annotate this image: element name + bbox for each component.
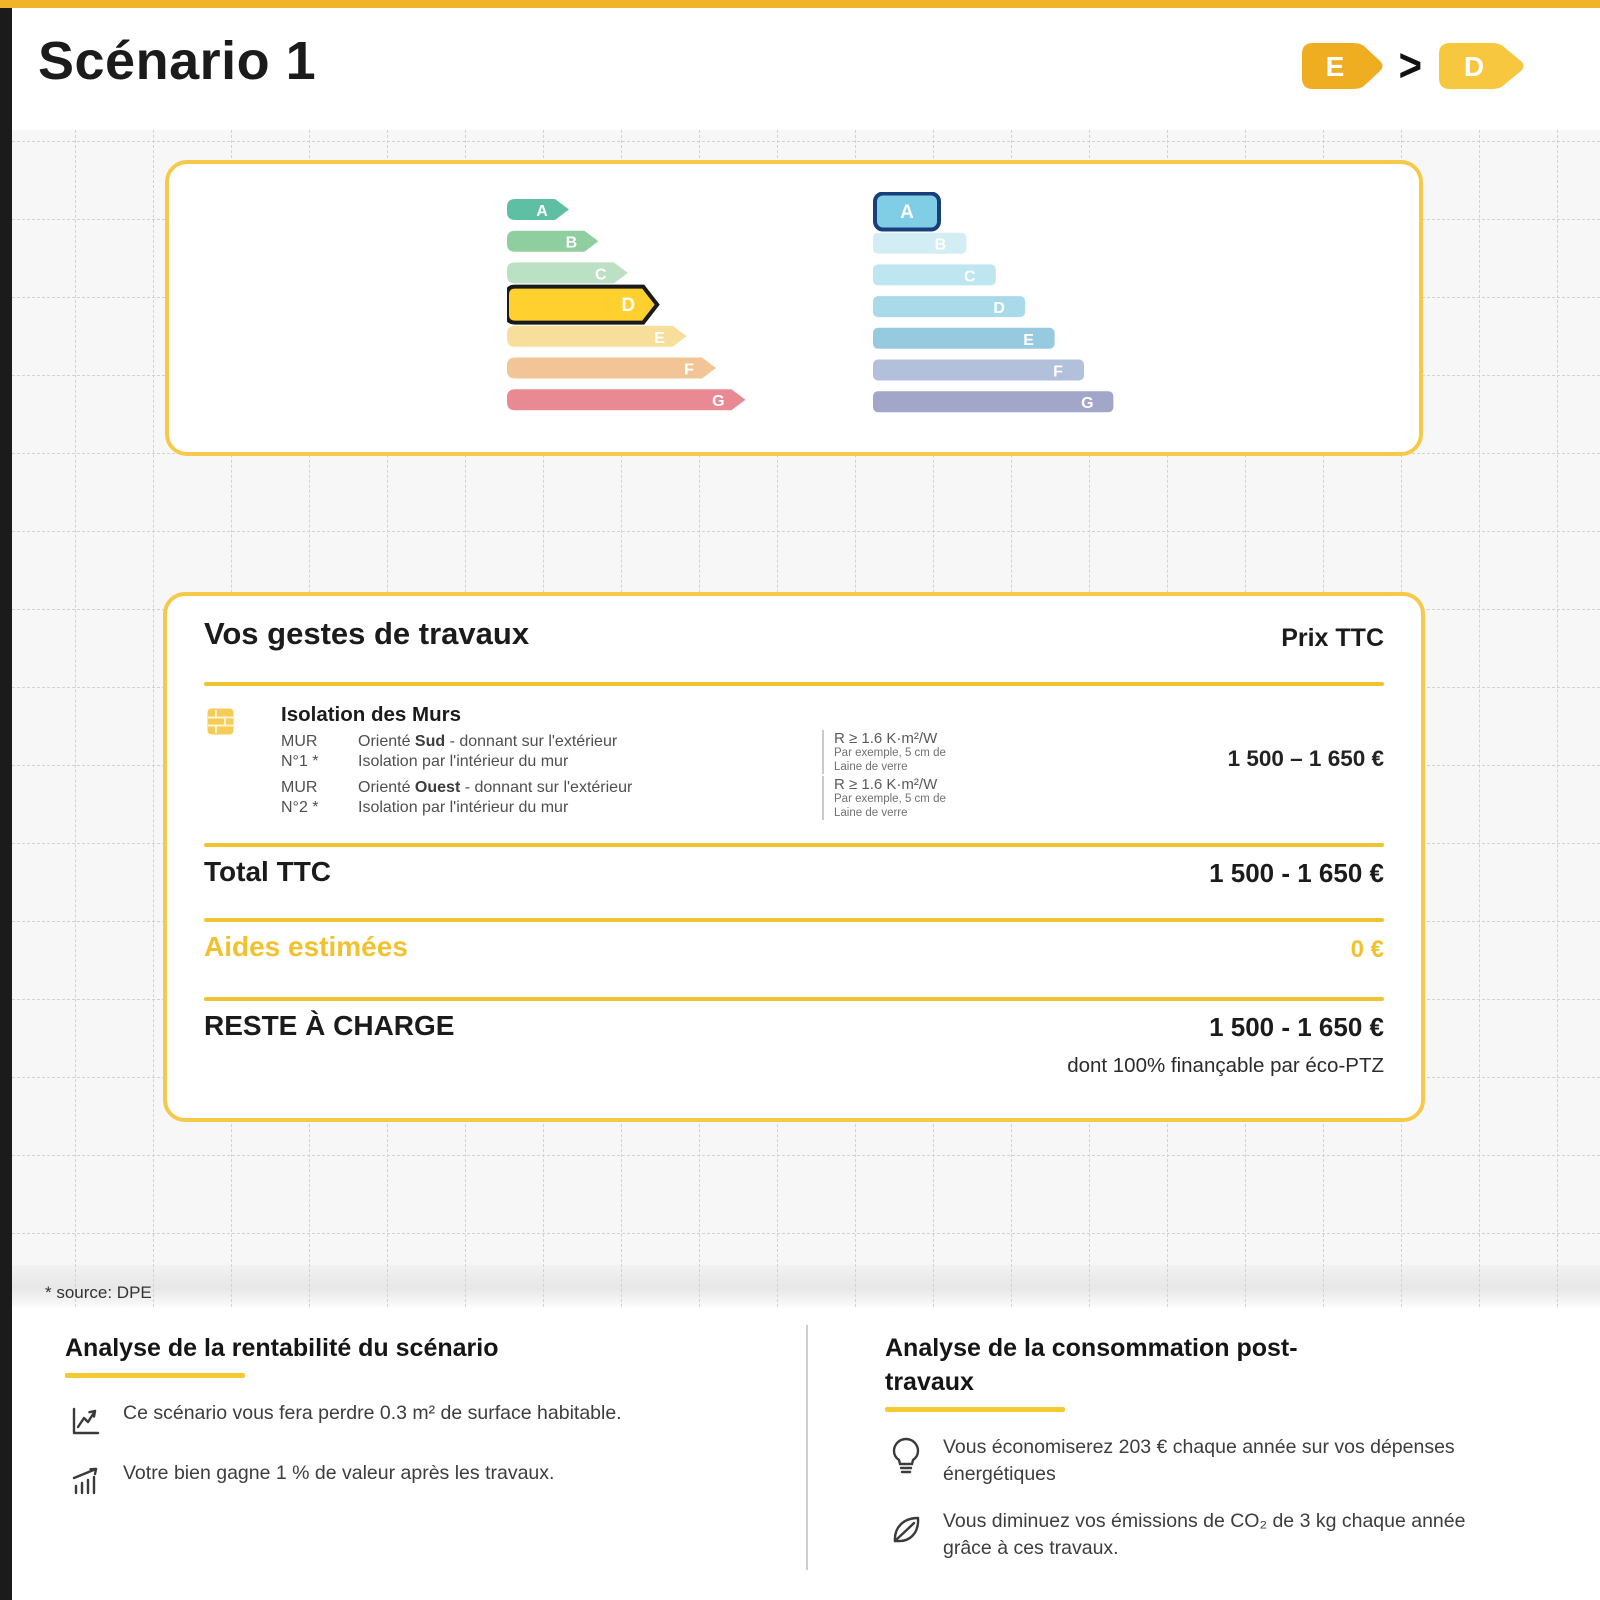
reste-label: RESTE À CHARGE [204, 1010, 455, 1041]
scale-letter-F: F [684, 361, 694, 379]
total-value: 1 500 - 1 650 € [1209, 858, 1384, 888]
ges-emissions-scale [873, 192, 1125, 430]
class-before-letter: E [1325, 51, 1344, 82]
scale-letter-G: G [712, 393, 725, 411]
scale-bar-C [873, 264, 996, 285]
scale-letter-C: C [964, 268, 976, 286]
analysis-rentability-section [65, 1331, 705, 1500]
grid-line [153, 130, 154, 1307]
wall-desc [358, 732, 617, 772]
wall-spec-note: Laine de verre [834, 806, 908, 819]
section-title-line2: travaux [885, 1368, 974, 1396]
class-before-badge [1301, 42, 1383, 90]
wall-desc-line1: Orienté Sud - donnant sur l'extérieur [358, 733, 618, 750]
bullet-text: Ce scénario vous fera perdre 0.3 m² de surface habitable. [123, 1402, 622, 1424]
divider [204, 997, 1384, 1001]
wall-ref [281, 732, 355, 772]
grid-bottom-strip [12, 1265, 1600, 1307]
wall-desc-line2: Isolation par l'intérieur du mur [358, 753, 569, 770]
grid-line [75, 130, 76, 1307]
scale-bar-B [873, 233, 966, 254]
class-after-letter: D [1463, 51, 1485, 82]
scale-letter-C: C [595, 266, 607, 284]
bullet-text: Votre bien gagne 1 % de valeur après les travaux. [123, 1462, 555, 1484]
list-item [885, 1434, 1545, 1488]
title-underline [885, 1407, 1065, 1412]
vertical-divider [806, 1325, 808, 1570]
scale-letter-A: A [900, 202, 914, 223]
energy-class-transition [1301, 42, 1524, 90]
divider [204, 918, 1384, 922]
dpe-scale-chart [507, 190, 759, 433]
wall-desc [358, 778, 632, 818]
wall-desc-line2: Isolation par l'intérieur du mur [358, 799, 569, 816]
trend-chart-icon [65, 1400, 107, 1440]
analysis-consumption-section [885, 1331, 1545, 1562]
scale-letter-F: F [1053, 363, 1063, 381]
grid-line [1479, 130, 1480, 1307]
section-title: Analyse de la rentabilité du scénario [65, 1334, 499, 1362]
class-after-badge [1438, 42, 1524, 90]
total-label: Total TTC [204, 856, 332, 887]
wall-spec-value: R ≥ 1.6 K·m²/W [834, 776, 938, 793]
aides-value: 0 € [1350, 936, 1384, 963]
section-title [885, 1331, 1545, 1399]
scale-letter-E: E [654, 329, 665, 347]
scale-letter-E: E [1023, 331, 1034, 349]
analysis-area [12, 1307, 1600, 1600]
wall-spec-note: Laine de verre [834, 760, 908, 773]
grid-line [12, 1233, 1600, 1234]
page-title: Scénario 1 [38, 31, 317, 91]
scale-bar-G [507, 389, 745, 410]
price-header: Prix TTC [1281, 624, 1384, 652]
ges-scale-chart [873, 192, 1125, 435]
divider [204, 843, 1384, 847]
scale-letter-G: G [1081, 395, 1094, 413]
reste-note: dont 100% finançable par éco-PTZ [1067, 1054, 1384, 1077]
grid-line [1557, 130, 1558, 1307]
energy-charts-card [165, 160, 1423, 456]
scale-letter-A: A [536, 203, 548, 220]
scale-letter-D: D [621, 295, 636, 317]
work-item-price: 1 500 – 1 650 € [1227, 746, 1384, 771]
scale-bar-B [507, 231, 598, 252]
wall-spec [822, 776, 946, 820]
title-underline [65, 1373, 245, 1378]
section-title-line1: Analyse de la consommation post- [885, 1334, 1298, 1362]
wall-desc-line1: Orienté Ouest - donnant sur l'extérieur [358, 779, 633, 796]
scale-letter-B: B [934, 236, 947, 254]
footnote: * source: DPE [45, 1283, 152, 1302]
divider [204, 682, 1384, 686]
list-item [65, 1400, 705, 1440]
top-accent-bar [0, 0, 1600, 8]
scale-letter-B: B [565, 234, 578, 252]
chevron-right-icon: > [1398, 40, 1422, 92]
wall-ref-line2: N°2 * [281, 799, 319, 816]
list-item [65, 1460, 705, 1500]
scale-bar-G [873, 391, 1113, 412]
grid-line [12, 531, 1600, 532]
wall-ref [281, 778, 355, 818]
reste-value: 1 500 - 1 650 € [1209, 1012, 1384, 1042]
list-item [885, 1508, 1545, 1562]
wall-icon [207, 708, 234, 740]
dpe-energy-scale [507, 190, 759, 428]
bullet-text: Vous diminuez vos émissions de CO₂ de 3 kg chaque année grâce à ces travaux. [943, 1510, 1466, 1559]
left-accent-bar [0, 8, 12, 1600]
wall-spec [822, 730, 946, 774]
wall-ref-line1: MUR [281, 733, 318, 750]
wall-spec-note: Par exemple, 5 cm de [834, 747, 946, 759]
lightbulb-icon [885, 1434, 927, 1480]
wall-ref-line1: MUR [281, 779, 318, 796]
grid-line [12, 1155, 1600, 1156]
bullet-text: Vous économiserez 203 € chaque année sur vos dépenses énergétiques [943, 1436, 1455, 1485]
works-card [163, 592, 1425, 1122]
wall-spec-note: Par exemple, 5 cm de [834, 793, 946, 805]
wall-spec-value: R ≥ 1.6 K·m²/W [834, 730, 938, 747]
aides-label: Aides estimées [204, 931, 408, 962]
property-value-icon [65, 1460, 107, 1500]
scale-bar-C [507, 262, 628, 283]
works-title: Vos gestes de travaux [204, 616, 530, 651]
work-item-title: Isolation des Murs [281, 703, 461, 726]
leaf-icon [885, 1508, 927, 1548]
scale-letter-D: D [993, 300, 1005, 318]
grid-line [12, 141, 1600, 142]
wall-ref-line2: N°1 * [281, 753, 319, 770]
